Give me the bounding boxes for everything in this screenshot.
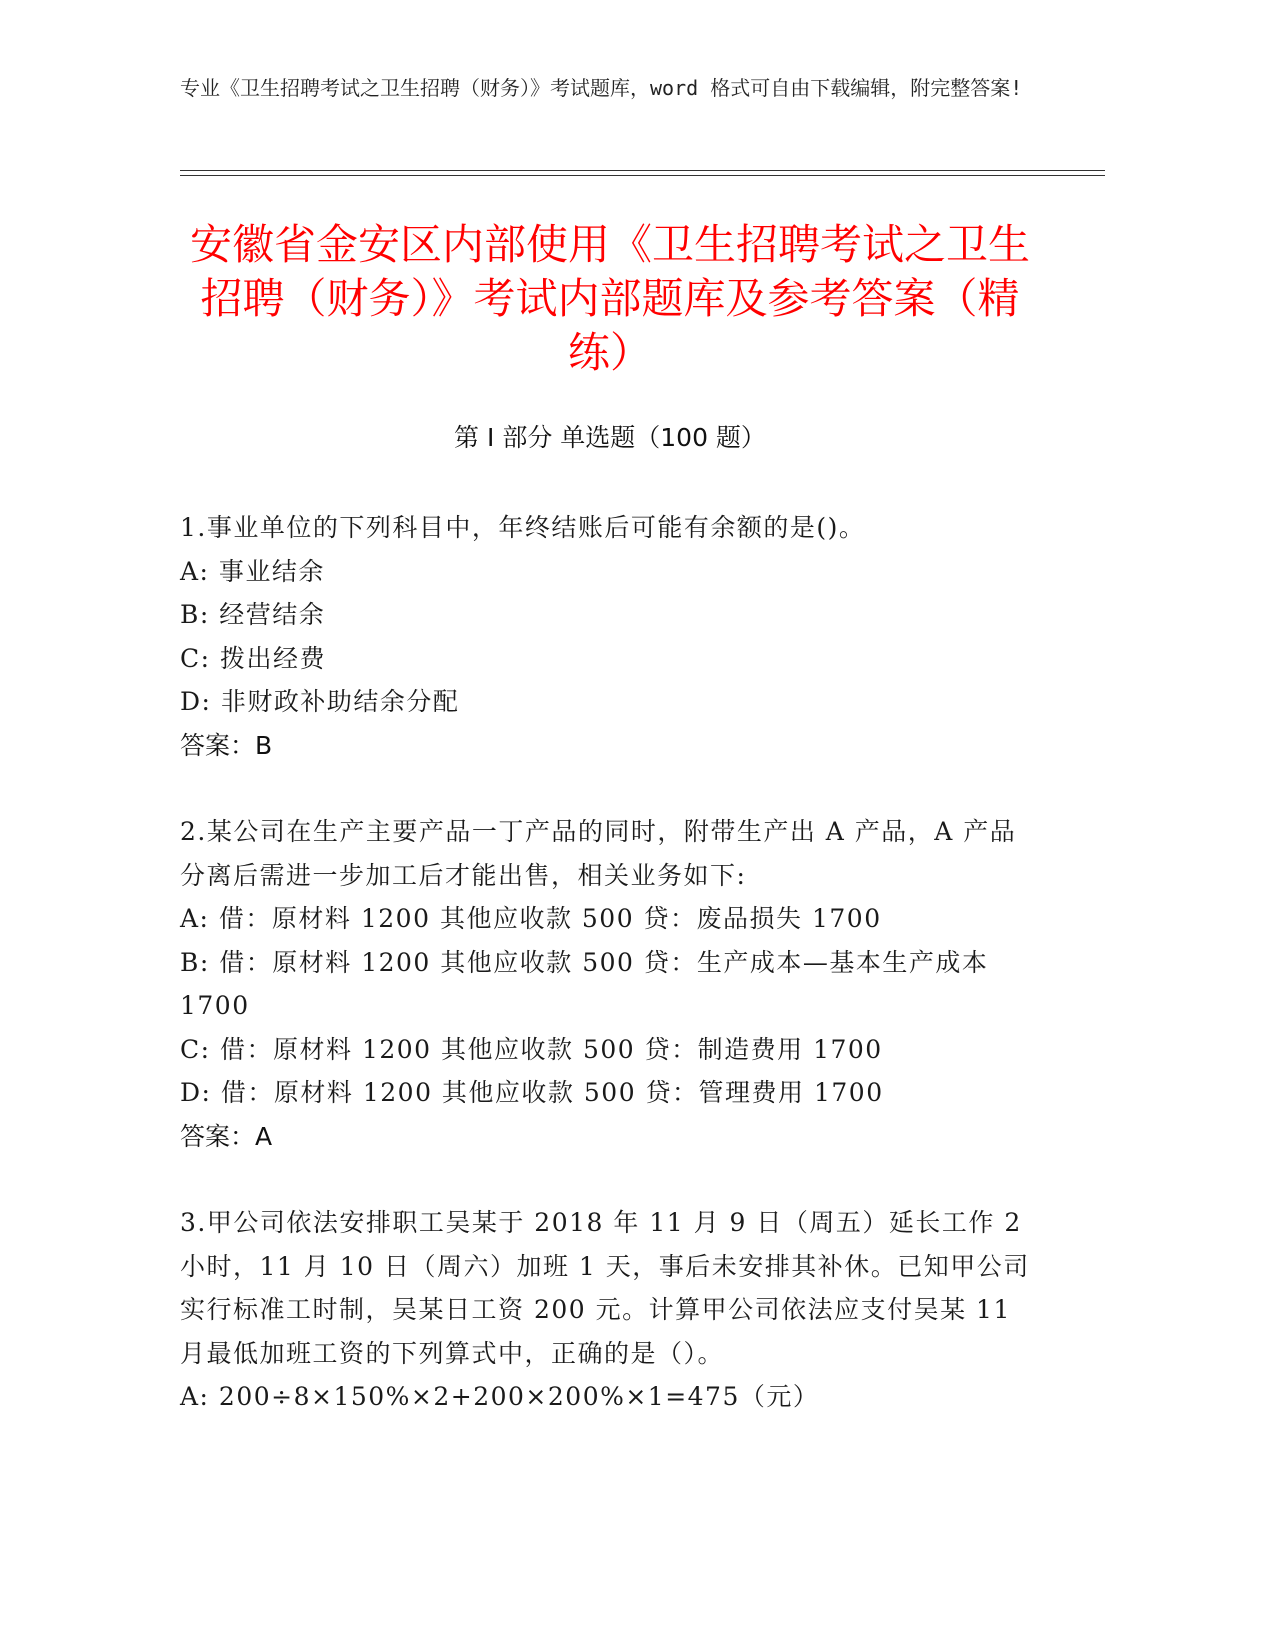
document-title: 安徽省金安区内部使用《卫生招聘考试之卫生招聘（财务）》考试内部题库及参考答案（精练）: [189, 220, 1030, 377]
option-d: D: 非财政补助结余分配: [180, 687, 460, 716]
question-list: [180, 506, 1040, 1462]
question-stem: 3.甲公司依法安排职工吴某于 2018 年 11 月 9 日（周五）延长工作 2 小时，11 月 10 日（周六）加班 1 天，事后未安排其补休。已知甲公司实行标准工时制，吴某日工资 200 元。计算甲公司依法应支付吴某 11 月最低加班工资的下列算式中，正确的是（）。: [180, 1208, 1030, 1368]
option-c: C: 借：原材料 1200 其他应收款 500 贷：制造费用 1700: [180, 1034, 883, 1064]
answer: 答案：A: [180, 1121, 273, 1151]
header-rule-bottom: [180, 175, 1105, 176]
header-rule-top: [180, 170, 1105, 171]
question-stem: 2.某公司在生产主要产品一丁产品的同时，附带生产出 A 产品，A 产品分离后需进一步加工后才能出售，相关业务如下:: [180, 817, 1017, 890]
option-b: B: 经营结余: [180, 600, 326, 629]
answer: 答案：B: [180, 730, 273, 760]
question-3: [180, 1201, 1040, 1419]
option-b: B: 借：原材料 1200 其他应收款 500 贷：生产成本—基本生产成本 1700: [180, 947, 989, 1020]
question-1: [180, 506, 1040, 767]
question-stem: 1.事业单位的下列科目中，年终结账后可能有余额的是()。: [180, 513, 866, 542]
option-c: C: 拨出经费: [180, 643, 326, 673]
section-heading: 第 I 部分 单选题（100 题）: [454, 423, 766, 452]
option-d: D: 借：原材料 1200 其他应收款 500 贷：管理费用 1700: [180, 1078, 884, 1107]
option-a: A: 借：原材料 1200 其他应收款 500 贷：废品损失 1700: [180, 904, 882, 933]
question-2: [180, 810, 1040, 1158]
option-a: A: 200÷8×150%×2+200×200%×1=475（元）: [180, 1382, 820, 1411]
header-note: 专业《卫生招聘考试之卫生招聘（财务）》考试题库，word 格式可自由下载编辑，附完整答案!: [180, 76, 1023, 100]
option-a: A: 事业结余: [180, 556, 325, 586]
